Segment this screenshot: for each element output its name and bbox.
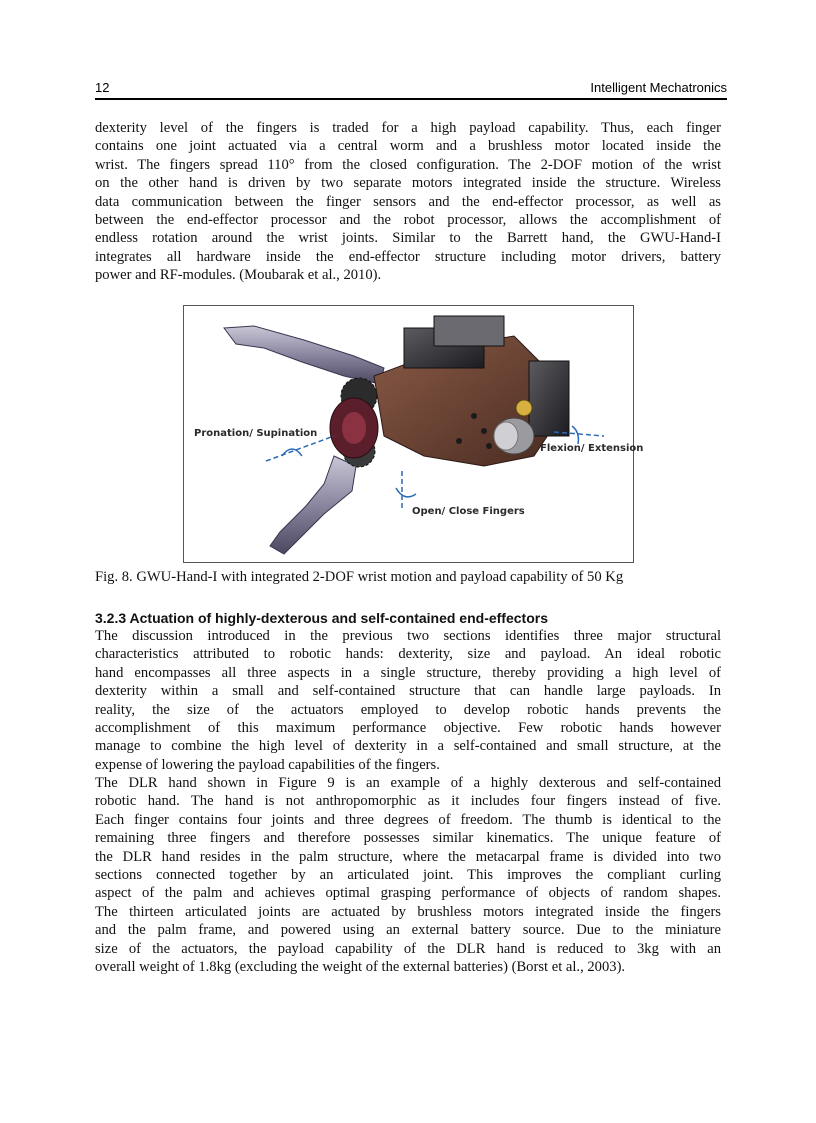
text-line: and the palm frame, and powered using an external battery source. Due to the miniature	[95, 922, 721, 939]
text-line: expense of lowering the payload capabilities of the fingers.	[95, 756, 440, 773]
text-line: remaining three fingers and therefore possesses similar kinematics. The unique feature of	[95, 830, 721, 847]
text-line: size of the actuators, the payload capability of the DLR hand is reduced to 3kg with an	[95, 940, 721, 957]
label-flexion-extension: Flexion/ Extension	[540, 443, 644, 454]
label-pronation-supination: Pronation/ Supination	[194, 428, 318, 439]
robotic-hand-illustration	[184, 306, 644, 562]
figure-caption: Fig. 8. GWU-Hand-I with integrated 2-DOF wrist motion and payload capability of 50 Kg	[95, 569, 624, 585]
section-heading: 3.2.3 Actuation of highly-dexterous and self-contained end-effectors	[95, 610, 548, 626]
pronation-arrow	[266, 436, 334, 461]
lower-finger-shape	[270, 456, 356, 554]
text-line: integrates all hardware inside the end-effector structure including motor drivers, battery	[95, 248, 721, 265]
figure-8	[183, 305, 644, 563]
text-line: wrist. The fingers spread 110° from the closed configuration. The 2-DOF motion of the wrist	[95, 156, 721, 173]
text-line: on the other hand is driven by two separate motors integrated inside the structure. Wireless	[95, 175, 721, 192]
side-electronics	[529, 361, 569, 436]
text-line: endless rotation around the wrist joints. Similar to the Barrett hand, the GWU-Hand-I	[95, 230, 721, 247]
text-line: robotic hand. The hand is not anthropomorphic as it includes four fingers instead of five.	[95, 793, 721, 810]
text-line: overall weight of 1.8kg (excluding the weight of the external batteries) (Borst et al., 2003).	[95, 959, 626, 976]
text-line: power and RF-modules. (Moubarak et al., 2010).	[95, 267, 382, 284]
text-line: The thirteen articulated joints are actuated by brushless motors integrated inside the fingers	[95, 903, 721, 920]
text-line: The discussion introduced in the previous two sections identifies three major structural	[95, 628, 721, 644]
text-line: contains one joint actuated via a central worm and a brushless motor located inside the	[95, 138, 721, 155]
label-open-close-fingers: Open/ Close Fingers	[412, 506, 525, 517]
text-line: accomplishment of this maximum performance objective. Few robotic hands however	[95, 720, 721, 737]
text-line: the DLR hand resides in the palm structure, where the metacarpal frame is divided into two	[95, 848, 721, 865]
text-line: manage to combine the high level of dexterity in a self-contained and small structure, at the	[95, 738, 721, 755]
flexion-arrow	[572, 426, 578, 444]
text-line: data communication between the finger sensors and the end-effector processor, as well as	[95, 193, 721, 210]
page-number: 12	[95, 80, 110, 95]
running-title: Intelligent Mechatronics	[590, 80, 727, 95]
paragraph-2	[95, 627, 721, 774]
running-header	[95, 80, 727, 100]
text-line: Each finger contains four joints and three degrees of freedom. The thumb is identical to the	[95, 811, 721, 828]
text-line: dexterity level of the fingers is traded for a high payload capability. Thus, each finger	[95, 120, 721, 136]
text-line: between the end-effector processor and the robot processor, allows the accomplishment of	[95, 212, 721, 229]
paragraph-3	[95, 774, 721, 976]
text-line: hand encompasses all three aspects in a single structure, thereby providing a high level of	[95, 664, 721, 681]
paragraph-1	[95, 119, 721, 285]
text-line: aspect of the palm and achieves optimal grasping performance of objects of random shapes.	[95, 885, 721, 902]
text-line: The DLR hand shown in Figure 9 is an example of a highly dexterous and self-contained	[95, 775, 721, 791]
text-line: reality, the size of the actuators employed to develop robotic hands prevents the	[95, 701, 721, 718]
text-line: sections connected together by an articulated joint. This improves the compliant curling	[95, 867, 721, 884]
upper-finger-shape	[224, 326, 384, 384]
text-line: dexterity within a small and self-contained structure that can handle large payloads. In	[95, 683, 721, 700]
text-line: characteristics attributed to robotic hands: dexterity, size and payload. An ideal robotic	[95, 646, 721, 663]
